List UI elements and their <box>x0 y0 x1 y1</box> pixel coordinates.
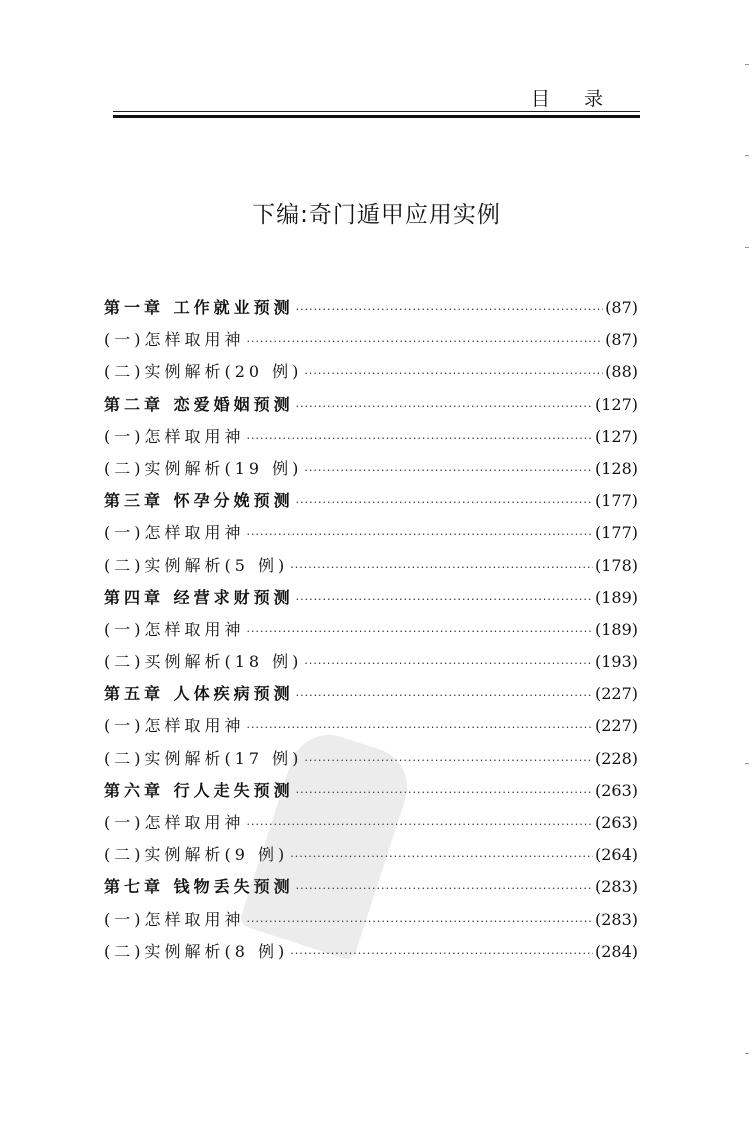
toc-page-number: (127) <box>594 394 638 414</box>
scan-edge-mark <box>745 155 749 156</box>
toc-section-row <box>104 614 638 646</box>
toc-page-number: (177) <box>594 491 638 511</box>
toc-entry-label: 第二章 恋爱婚姻预测 <box>104 394 294 414</box>
toc-chapter-row <box>104 389 638 421</box>
toc-page-number: (87) <box>605 298 638 317</box>
toc-entry-label: (一)怎样取用神 <box>104 813 245 832</box>
toc-page-number: (283) <box>594 909 638 929</box>
running-header-title: 目 录 <box>530 88 617 110</box>
toc-section-row <box>104 453 638 485</box>
dot-leader <box>296 680 593 712</box>
toc-page-number: (263) <box>594 780 638 800</box>
toc-page-number: (178) <box>594 555 638 575</box>
toc-page-number: (87) <box>605 330 638 350</box>
scan-edge-mark <box>745 1053 749 1054</box>
toc-entry-label: (二)实例解析(5 例) <box>104 555 289 575</box>
toc-section-row <box>104 710 638 742</box>
toc-entry-label: 第六章 行人走失预测 <box>104 780 294 800</box>
toc-section-row <box>104 324 638 356</box>
toc-entry-label: 第三章 怀孕分娩预测 <box>104 491 294 511</box>
dot-leader <box>247 712 593 744</box>
dot-leader <box>247 616 593 648</box>
dot-leader <box>296 294 604 326</box>
toc-entry-label: (二)买例解析(18 例) <box>104 652 303 672</box>
toc-entry-label: 第五章 人体疾病预测 <box>104 684 294 704</box>
toc-section-row <box>104 517 638 549</box>
toc-entry-label: 第四章 经营求财预测 <box>104 587 294 607</box>
toc-entry-label: (二)实例解析(9 例) <box>104 845 289 865</box>
toc-page-number: (193) <box>594 652 638 672</box>
scan-edge-mark <box>745 64 749 65</box>
toc-page-number: (227) <box>594 684 638 704</box>
toc-entry-label: (一)怎样取用神 <box>104 330 245 350</box>
toc-page-number: (189) <box>594 587 638 607</box>
toc-page-number: (227) <box>594 716 638 736</box>
toc-entry-label: (一)怎样取用神 <box>104 523 245 543</box>
toc-entry-label: (一)怎样取用神 <box>104 909 245 929</box>
toc-page-number: (189) <box>594 619 638 639</box>
toc-entry-label: 第一章 工作就业预测 <box>104 298 294 317</box>
dot-leader <box>247 519 593 551</box>
toc-page-number: (228) <box>594 748 638 768</box>
toc-page-number: (128) <box>594 458 638 478</box>
toc-page-number: (284) <box>594 941 638 961</box>
toc-page-number: (88) <box>605 362 638 382</box>
toc-entry-label: (一)怎样取用神 <box>104 426 245 446</box>
dot-leader <box>296 391 593 423</box>
toc-entry-label: (一)怎样取用神 <box>104 716 245 736</box>
header-rule-thick <box>113 115 640 118</box>
toc-section-row <box>104 356 638 388</box>
toc-entry-label: (二)实例解析(8 例) <box>104 941 289 961</box>
toc-entry-label: (二)实例解析(20 例) <box>104 362 303 382</box>
toc-entry-label: (二)实例解析(17 例) <box>104 748 303 768</box>
toc-page-number: (264) <box>594 845 638 865</box>
scan-edge-mark <box>745 247 749 248</box>
toc-section-row <box>104 550 638 582</box>
toc-section-row <box>104 904 638 936</box>
toc-chapter-row <box>104 485 638 517</box>
dot-leader <box>304 648 593 680</box>
toc-page-number: (263) <box>594 813 638 832</box>
toc-entry-label: (二)实例解析(19 例) <box>104 458 303 478</box>
toc-page-number: (127) <box>594 426 638 446</box>
dot-leader <box>296 584 593 616</box>
dot-leader <box>304 358 603 390</box>
toc-entry-label: 第七章 钱物丢失预测 <box>104 877 294 897</box>
toc-chapter-row <box>104 582 638 614</box>
toc-section-row <box>104 421 638 453</box>
dot-leader <box>304 455 593 487</box>
scan-edge-mark <box>745 763 749 764</box>
toc-chapter-row <box>104 678 638 710</box>
toc-section-row <box>104 646 638 678</box>
toc-entry-label: (一)怎样取用神 <box>104 619 245 639</box>
dot-leader <box>290 552 593 584</box>
toc-page-number: (283) <box>594 877 638 897</box>
header-rule-thin <box>113 111 640 112</box>
dot-leader <box>247 423 593 455</box>
toc-section-row <box>104 936 638 968</box>
part-title: 下编:奇门遁甲应用实例 <box>252 202 501 228</box>
dot-leader <box>247 326 604 358</box>
toc-chapter-row <box>104 292 638 324</box>
dot-leader <box>296 487 593 519</box>
toc-page-number: (177) <box>594 523 638 543</box>
